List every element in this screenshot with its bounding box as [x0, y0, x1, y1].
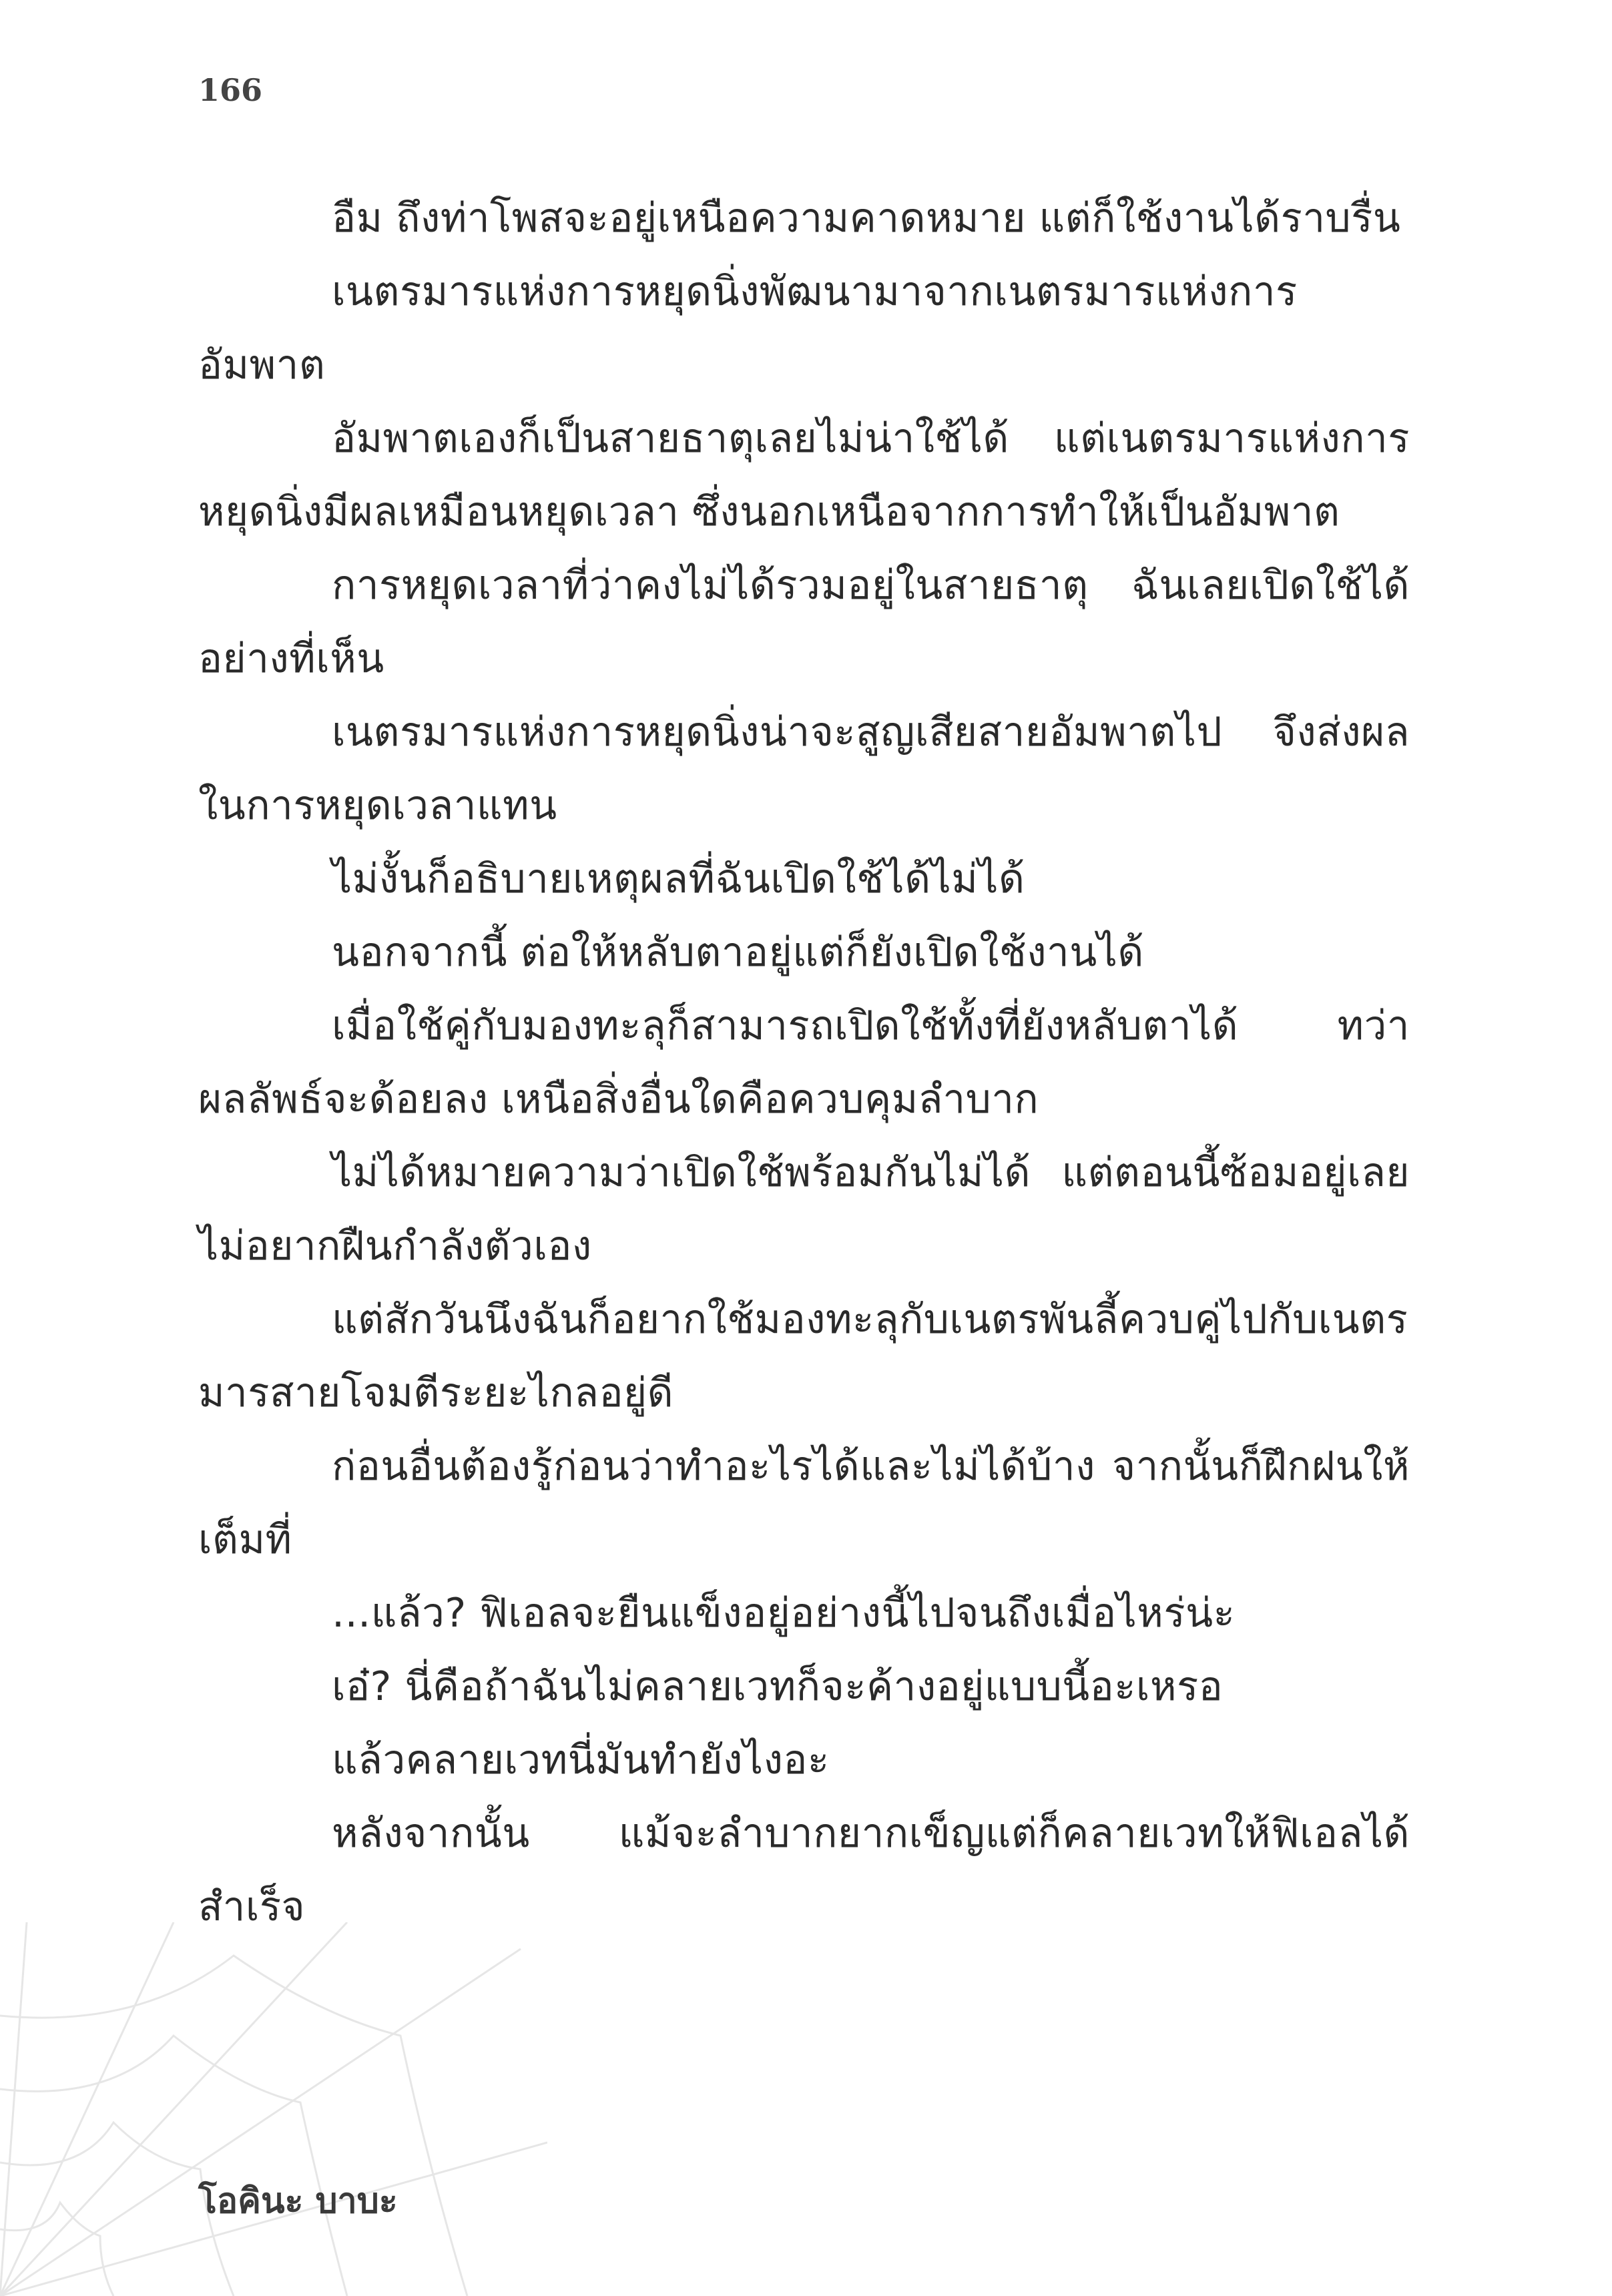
paragraph: นอกจากนี้ ต่อให้หลับตาอยู่แต่ก็ยังเปิดใช้งานได้ — [332, 929, 1144, 976]
paragraph: หลังจากนั้น แม้จะลำบากยากเข็ญแต่ก็คลายเวทให้ฟิเอลได้สำเร็จ — [198, 1810, 1410, 1930]
author-name: โอคินะ บาบะ — [198, 2181, 398, 2221]
paragraph: แต่สักวันนึงฉันก็อยากใช้มองทะลุกับเนตรพันลี้ควบคู่ไปกับเนตรมารสายโจมตีระยะไกลอยู่ดี — [198, 1296, 1408, 1416]
paragraph: ไม่ได้หมายความว่าเปิดใช้พร้อมกันไม่ได้ แต่ตอนนี้ซ้อมอยู่เลยไม่อยากฝืนกำลังตัวเอง — [198, 1149, 1410, 1269]
paragraph: อืม ถึงท่าโพสจะอยู่เหนือความคาดหมาย แต่ก็ใช้งานได้ราบรื่น — [332, 195, 1401, 242]
paragraph: ก่อนอื่นต้องรู้ก่อนว่าทำอะไรได้และไม่ได้บ้าง จากนั้นก็ฝึกฝนให้เต็มที่ — [198, 1443, 1410, 1563]
paragraph: อัมพาตเองก็เป็นสายธาตุเลยไม่น่าใช้ได้ แต่เนตรมารแห่งการหยุดนิ่งมีผลเหมือนหยุดเวลา ซึ่งนอกเหนือจากการทำให้เป็นอัมพาต — [198, 415, 1410, 535]
paragraph: การหยุดเวลาที่ว่าคงไม่ได้รวมอยู่ในสายธาตุ ฉันเลยเปิดใช้ได้อย่างที่เห็น — [198, 562, 1410, 682]
page-number: 166 — [198, 72, 263, 108]
paragraph: เนตรมารแห่งการหยุดนิ่งพัฒนามาจากเนตรมารแห่งการอัมพาต — [198, 268, 1298, 388]
paragraph: แล้วคลายเวทนี่มันทำยังไงอะ — [332, 1737, 830, 1783]
paragraph: ไม่งั้นก็อธิบายเหตุผลที่ฉันเปิดใช้ได้ไม่ได้ — [332, 856, 1025, 902]
spiderweb-decoration — [0, 1922, 547, 2296]
paragraph: ...แล้ว? ฟิเอลจะยืนแข็งอยู่อย่างนี้ไปจนถึงเมื่อไหร่น่ะ — [332, 1590, 1236, 1637]
paragraph: เนตรมารแห่งการหยุดนิ่งน่าจะสูญเสียสายอัมพาตไป จึงส่งผลในการหยุดเวลาแทน — [198, 709, 1410, 829]
body-text — [198, 182, 1410, 1944]
paragraph: เอ๋? นี่คือถ้าฉันไม่คลายเวทก็จะค้างอยู่แบบนี้อะเหรอ — [332, 1663, 1224, 1710]
paragraph: เมื่อใช้คู่กับมองทะลุก็สามารถเปิดใช้ทั้งที่ยังหลับตาได้ ทว่าผลลัพธ์จะด้อยลง เหนือสิ่งอื่นใดคือควบคุมลำบาก — [198, 1002, 1410, 1123]
